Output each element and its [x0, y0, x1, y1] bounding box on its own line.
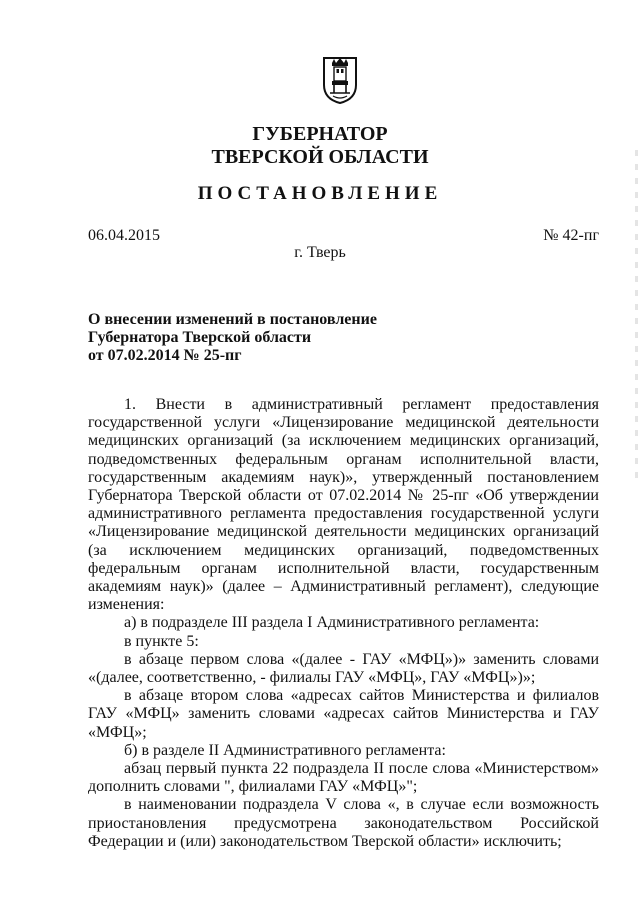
document-city: г. Тверь [294, 244, 346, 261]
document-number: № 42-пг [543, 227, 599, 244]
body-paragraph: в абзаце втором слова «адресах сайтов Министерства и филиалов ГАУ «МФЦ» заменить словами «адресах сайтов Министерства и ГАУ «МФЦ»; [88, 687, 599, 741]
body-paragraph: б) в разделе II Административного регламента: [124, 741, 446, 759]
subject-line: Губернатора Тверской области [88, 329, 312, 346]
body-paragraph: абзац первый пункта 22 подраздела II после слова «Министерством» дополнить словами ", филиалами ГАУ «МФЦ»"; [88, 760, 599, 796]
body-paragraph: 1. Внести в административный регламент предоставления государственной услуги «Лицензирование медицинской деятельности медицинских организаций (за исключением медицинских организаций, подведомственных федеральным органам исполнительной власти, государственным академиям наук)», утвержденный постановлением Губернатора Тверской области от 07.02.2014 № 25-пг «Об утверждении административного регламента предоставления государственной услуги «Лицензирование медицинской деятельности медицинских организаций (за исключением медицинских организаций, подведомственных федеральным органам исполнительной власти, государственным академиям наук)» (далее – Административный регламент), следующие изменения: [88, 396, 599, 614]
subject-line: О внесении изменений в постановление [88, 311, 377, 328]
body-paragraph: в наименовании подраздела V слова «, в случае если возможность приостановления предусмотрена законодательством Российской Федерации и (или) законодательством Тверской области» исключить; [88, 796, 599, 850]
document-date: 06.04.2015 [88, 227, 160, 244]
document-body [88, 396, 599, 851]
document-subject [88, 311, 408, 365]
tver-coat-of-arms-icon [322, 55, 358, 105]
body-paragraph: в абзаце первом слова «(далее - ГАУ «МФЦ»)» заменить словами «(далее, соответственно, - филиалы ГАУ «МФЦ», ГАУ «МФЦ»)»; [88, 650, 599, 687]
document-type: ПОСТАНОВЛЕНИЕ [197, 183, 443, 204]
issuer-title: ГУБЕРНАТОР [252, 123, 388, 145]
body-paragraph: в пункте 5: [124, 632, 199, 650]
body-paragraph: а) в подразделе III раздела I Административного регламента: [124, 614, 540, 632]
subject-line: от 07.02.2014 № 25-пг [88, 347, 242, 364]
issuer-region: ТВЕРСКОЙ ОБЛАСТИ [211, 146, 429, 168]
